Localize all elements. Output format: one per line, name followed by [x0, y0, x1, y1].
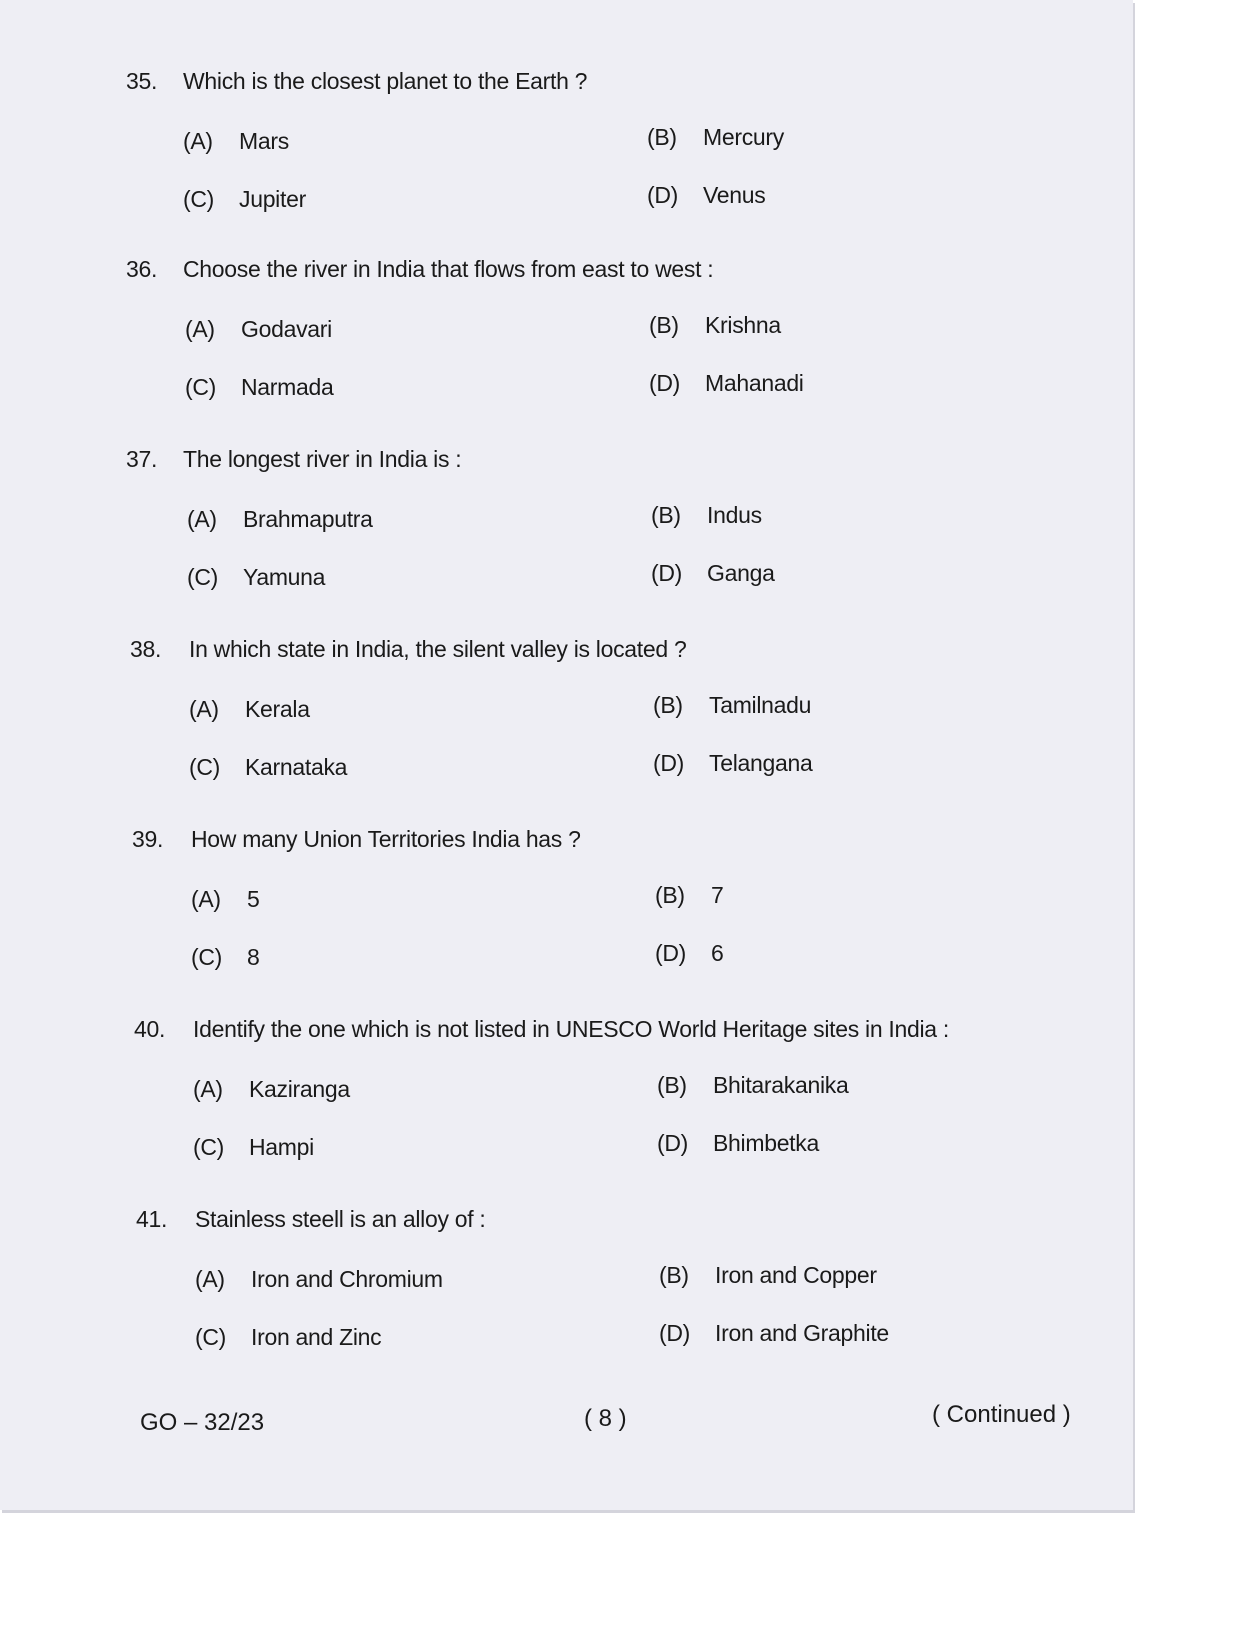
- question-text: Identify the one which is not listed in UNESCO World Heritage sites in India :: [193, 1016, 949, 1042]
- option-label: (D): [659, 1320, 691, 1346]
- option-label: (A): [185, 316, 215, 342]
- option-text: Karnataka: [245, 754, 348, 780]
- option-b: [651, 502, 762, 529]
- option-d: [659, 1320, 889, 1347]
- option-text: Yamuna: [243, 564, 326, 590]
- option-label: (D): [649, 370, 681, 396]
- question-number: 38.: [130, 636, 162, 662]
- option-label: (D): [653, 750, 685, 776]
- option-text: Kaziranga: [249, 1076, 350, 1102]
- option-b: [647, 124, 784, 151]
- question-text: In which state in India, the silent valley is located ?: [189, 636, 687, 662]
- option-label: (C): [189, 754, 221, 780]
- option-label: (C): [183, 186, 215, 212]
- option-text: Godavari: [241, 316, 332, 342]
- option-label: (B): [651, 502, 681, 528]
- option-text: 7: [711, 882, 724, 908]
- option-text: Kerala: [245, 696, 310, 722]
- question-text: Choose the river in India that flows from east to west :: [183, 256, 714, 282]
- option-text: Iron and Copper: [715, 1262, 877, 1288]
- option-text: Krishna: [705, 312, 781, 338]
- option-d: [653, 750, 812, 777]
- option-text: 8: [247, 944, 260, 970]
- option-text: Mercury: [703, 124, 784, 150]
- option-label: (C): [195, 1324, 227, 1350]
- option-d: [647, 182, 765, 209]
- option-text: 6: [711, 940, 724, 966]
- option-a: [187, 506, 373, 533]
- option-c: [191, 944, 260, 971]
- option-label: (A): [193, 1076, 223, 1102]
- option-label: (B): [659, 1262, 689, 1288]
- page-number: ( 8 ): [584, 1405, 627, 1432]
- option-label: (A): [183, 128, 213, 154]
- option-a: [183, 128, 289, 155]
- option-c: [183, 186, 306, 213]
- continued-label: ( Continued ): [932, 1401, 1071, 1428]
- option-label: (A): [195, 1266, 225, 1292]
- option-a: [185, 316, 332, 343]
- exam-code: GO – 32/23: [140, 1409, 265, 1436]
- option-a: [191, 886, 260, 913]
- question-text: The longest river in India is :: [183, 446, 462, 472]
- option-text: Jupiter: [239, 186, 306, 212]
- question-number: 39.: [132, 826, 164, 852]
- option-text: Telangana: [709, 750, 813, 776]
- option-text: Ganga: [707, 560, 775, 586]
- option-a: [193, 1076, 350, 1103]
- option-text: Iron and Graphite: [715, 1320, 889, 1346]
- option-a: [195, 1266, 443, 1293]
- option-text: Brahmaputra: [243, 506, 373, 532]
- option-label: (B): [655, 882, 685, 908]
- option-text: 5: [247, 886, 260, 912]
- option-text: Bhimbetka: [713, 1130, 819, 1156]
- option-text: Venus: [703, 182, 766, 208]
- option-c: [187, 564, 325, 591]
- option-d: [649, 370, 804, 397]
- option-text: Tamilnadu: [709, 692, 812, 718]
- option-b: [657, 1072, 848, 1099]
- question-text: Stainless steell is an alloy of :: [195, 1206, 486, 1232]
- option-text: Iron and Chromium: [251, 1266, 443, 1292]
- question-number: 37.: [126, 446, 158, 472]
- option-text: Mars: [239, 128, 289, 154]
- option-label: (B): [647, 124, 677, 150]
- option-c: [185, 374, 334, 401]
- question-text: How many Union Territories India has ?: [191, 826, 581, 852]
- option-c: [193, 1134, 314, 1161]
- option-text: Mahanadi: [705, 370, 804, 396]
- option-d: [651, 560, 775, 587]
- option-text: Indus: [707, 502, 762, 528]
- option-c: [195, 1324, 381, 1351]
- option-text: Hampi: [249, 1134, 314, 1160]
- option-label: (C): [185, 374, 217, 400]
- option-d: [655, 940, 724, 967]
- option-label: (C): [193, 1134, 225, 1160]
- option-label: (D): [647, 182, 679, 208]
- option-label: (A): [189, 696, 219, 722]
- option-d: [657, 1130, 819, 1157]
- option-c: [189, 754, 347, 781]
- question-text: Which is the closest planet to the Earth ?: [183, 68, 588, 94]
- option-text: Iron and Zinc: [251, 1324, 382, 1350]
- option-label: (D): [657, 1130, 689, 1156]
- option-label: (D): [655, 940, 687, 966]
- option-label: (A): [187, 506, 217, 532]
- question-number: 40.: [134, 1016, 166, 1042]
- option-b: [649, 312, 781, 339]
- option-label: (D): [651, 560, 683, 586]
- option-b: [655, 882, 724, 909]
- option-label: (B): [653, 692, 683, 718]
- option-text: Narmada: [241, 374, 334, 400]
- option-label: (C): [191, 944, 223, 970]
- question-number: 36.: [126, 256, 158, 282]
- question-number: 35.: [126, 68, 158, 94]
- option-text: Bhitarakanika: [713, 1072, 849, 1098]
- option-label: (A): [191, 886, 221, 912]
- question-number: 41.: [136, 1206, 168, 1232]
- option-label: (B): [649, 312, 679, 338]
- option-a: [189, 696, 310, 723]
- option-b: [653, 692, 811, 719]
- option-label: (C): [187, 564, 219, 590]
- option-label: (B): [657, 1072, 687, 1098]
- option-b: [659, 1262, 877, 1289]
